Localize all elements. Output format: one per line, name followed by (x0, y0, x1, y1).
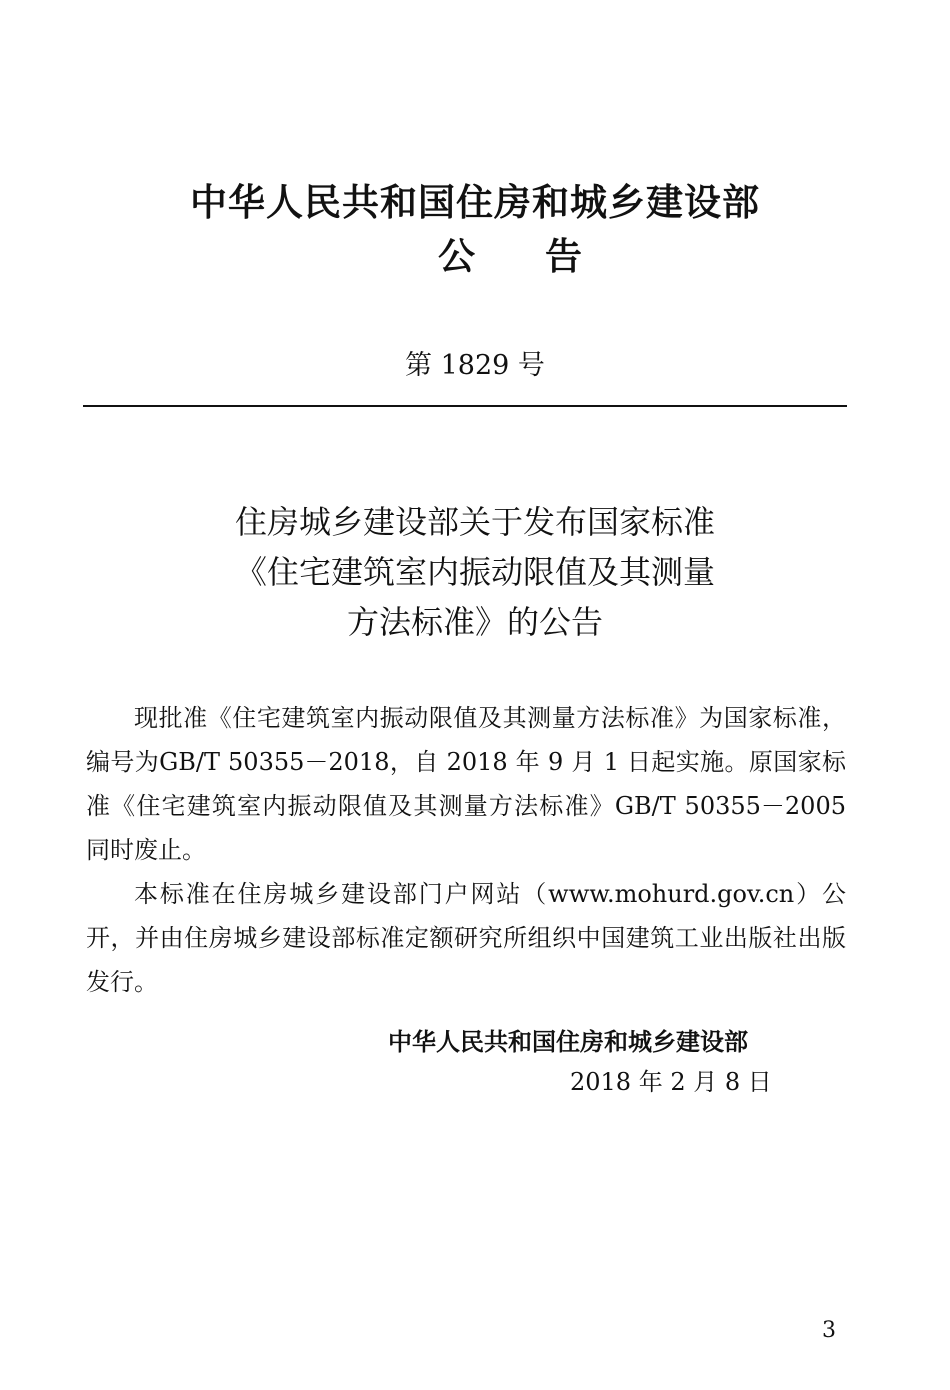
header-divider (83, 405, 847, 407)
signature-organization: 中华人民共和国住房和城乡建设部 (388, 1028, 748, 1056)
signature-date: 2018 年 2 月 8 日 (570, 1068, 772, 1096)
notice-heading: 公告 (438, 235, 652, 278)
body-paragraph-2: 本标准在住房城乡建设部门户网站（www.mohurd.gov.cn）公开，并由住房城乡建设部标准定额研究所组织中国建筑工业出版社出版发行。 (86, 880, 846, 996)
subject-title (0, 497, 950, 647)
subject-title-line-2: 《住宅建筑室内振动限值及其测量 (234, 553, 715, 591)
subject-title-line-3: 方法标准》的公告 (346, 603, 603, 641)
page-number: 3 (822, 1318, 836, 1343)
body-paragraph-1: 现批准《住宅建筑室内振动限值及其测量方法标准》为国家标准，编号为GB/T 50355－2018，自 2018 年 9 月 1 日起实施。原国家标准《住宅建筑室内振动限值及其测量方法标准》GB/T 50355－2005 同时废止。 (86, 704, 846, 864)
notice-body (86, 696, 846, 1004)
subject-title-line-1: 住房城乡建设部关于发布国家标准 (234, 503, 715, 541)
notice-number: 第 1829 号 (405, 350, 545, 381)
issuer-heading: 中华人民共和国住房和城乡建设部 (190, 181, 760, 224)
